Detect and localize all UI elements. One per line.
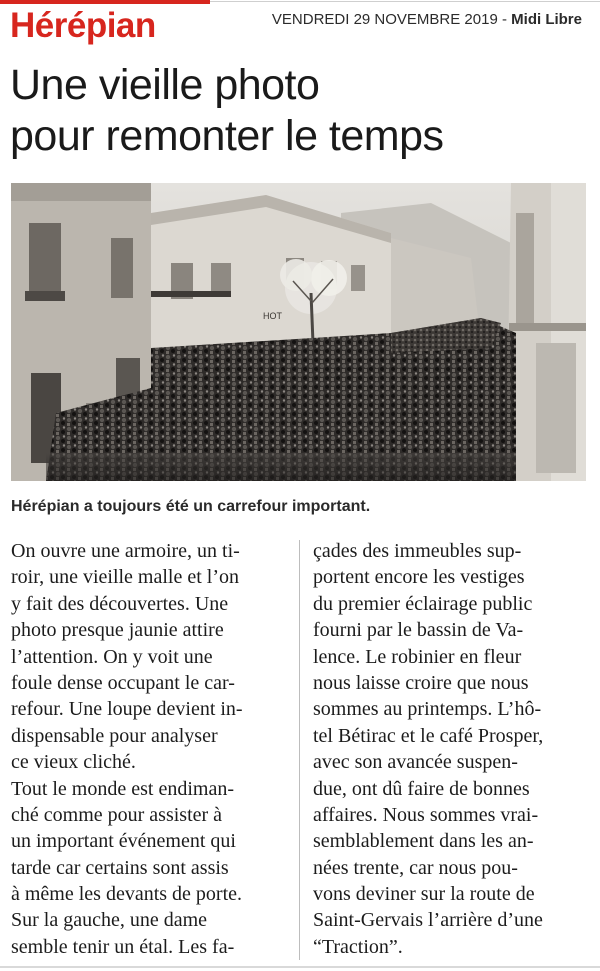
article-photo — [11, 183, 586, 481]
body-line: affaires. Nous sommes vrai- — [313, 803, 539, 826]
bottom-rule — [0, 966, 600, 968]
body-line: avec son avancée suspen- — [313, 751, 518, 774]
article-column-left — [11, 538, 284, 960]
body-line: ce vieux cliché. — [11, 751, 136, 774]
headline-line: pour remonter le temps — [10, 112, 444, 160]
body-line: Saint-Gervais l’arrière d’une — [313, 909, 543, 932]
body-line: dispensable pour analyser — [11, 724, 218, 747]
article-headline — [10, 60, 590, 162]
body-line: çades des immeubles sup- — [313, 540, 522, 562]
dateline — [272, 10, 582, 30]
body-line: semblablement dans les an- — [313, 830, 534, 853]
body-line: foule dense occupant le car- — [11, 671, 235, 694]
publication-name: Midi Libre — [511, 11, 582, 28]
body-line: roir, une vieille malle et l’on — [11, 566, 240, 589]
body-line: photo presque jaunie attire — [11, 619, 224, 642]
suspended-balcony — [141, 291, 231, 297]
publication-date: VENDREDI 29 NOVEMBRE 2019 — [271, 11, 498, 28]
body-line: l’attention. On y voit une — [11, 645, 213, 668]
body-line: à même les devants de porte. — [11, 883, 243, 906]
photo-caption: Hérépian a toujours été un carrefour important. — [11, 498, 371, 515]
body-line: fourni par le bassin de Va- — [313, 619, 524, 642]
body-line: refour. Une loupe devient in- — [11, 698, 243, 721]
body-line: portent encore les vestiges — [313, 566, 525, 589]
body-line: un important événement qui — [11, 830, 236, 853]
body-line: nous laisse croire que nous — [313, 671, 529, 694]
body-line: tarde car certains sont assis — [11, 856, 229, 879]
column-divider — [299, 540, 300, 960]
body-line: lence. Le robinier en fleur — [313, 645, 522, 668]
headline-line: Une vieille photo — [10, 61, 320, 109]
body-line: ché comme pour assister à — [11, 803, 223, 826]
article-column-right — [313, 538, 586, 960]
dateline-separator: - — [497, 11, 512, 28]
body-line: “Traction”. — [313, 935, 403, 958]
hotel-sign: HOT — [263, 311, 282, 321]
section-rubric: Hérépian — [10, 6, 156, 45]
street-crowd-photo — [11, 183, 586, 481]
body-line: Sur la gauche, une dame — [11, 909, 208, 932]
body-line: vons deviner sur la route de — [313, 883, 535, 906]
body-line: tel Bétirac et le café Prosper, — [313, 724, 544, 747]
thin-rule — [210, 1, 600, 2]
body-line: du premier éclairage public — [313, 592, 533, 615]
body-line: semble tenir un étal. Les fa- — [11, 935, 235, 958]
body-line: due, ont dû faire de bonnes — [313, 777, 530, 800]
body-line: On ouvre une armoire, un ti- — [11, 540, 240, 562]
body-line: Tout le monde est endiman- — [11, 777, 234, 800]
body-line: y fait des découvertes. Une — [11, 592, 229, 615]
body-line: nées trente, car nous pou- — [313, 856, 518, 879]
body-line: sommes au printemps. L’hô- — [313, 698, 542, 721]
